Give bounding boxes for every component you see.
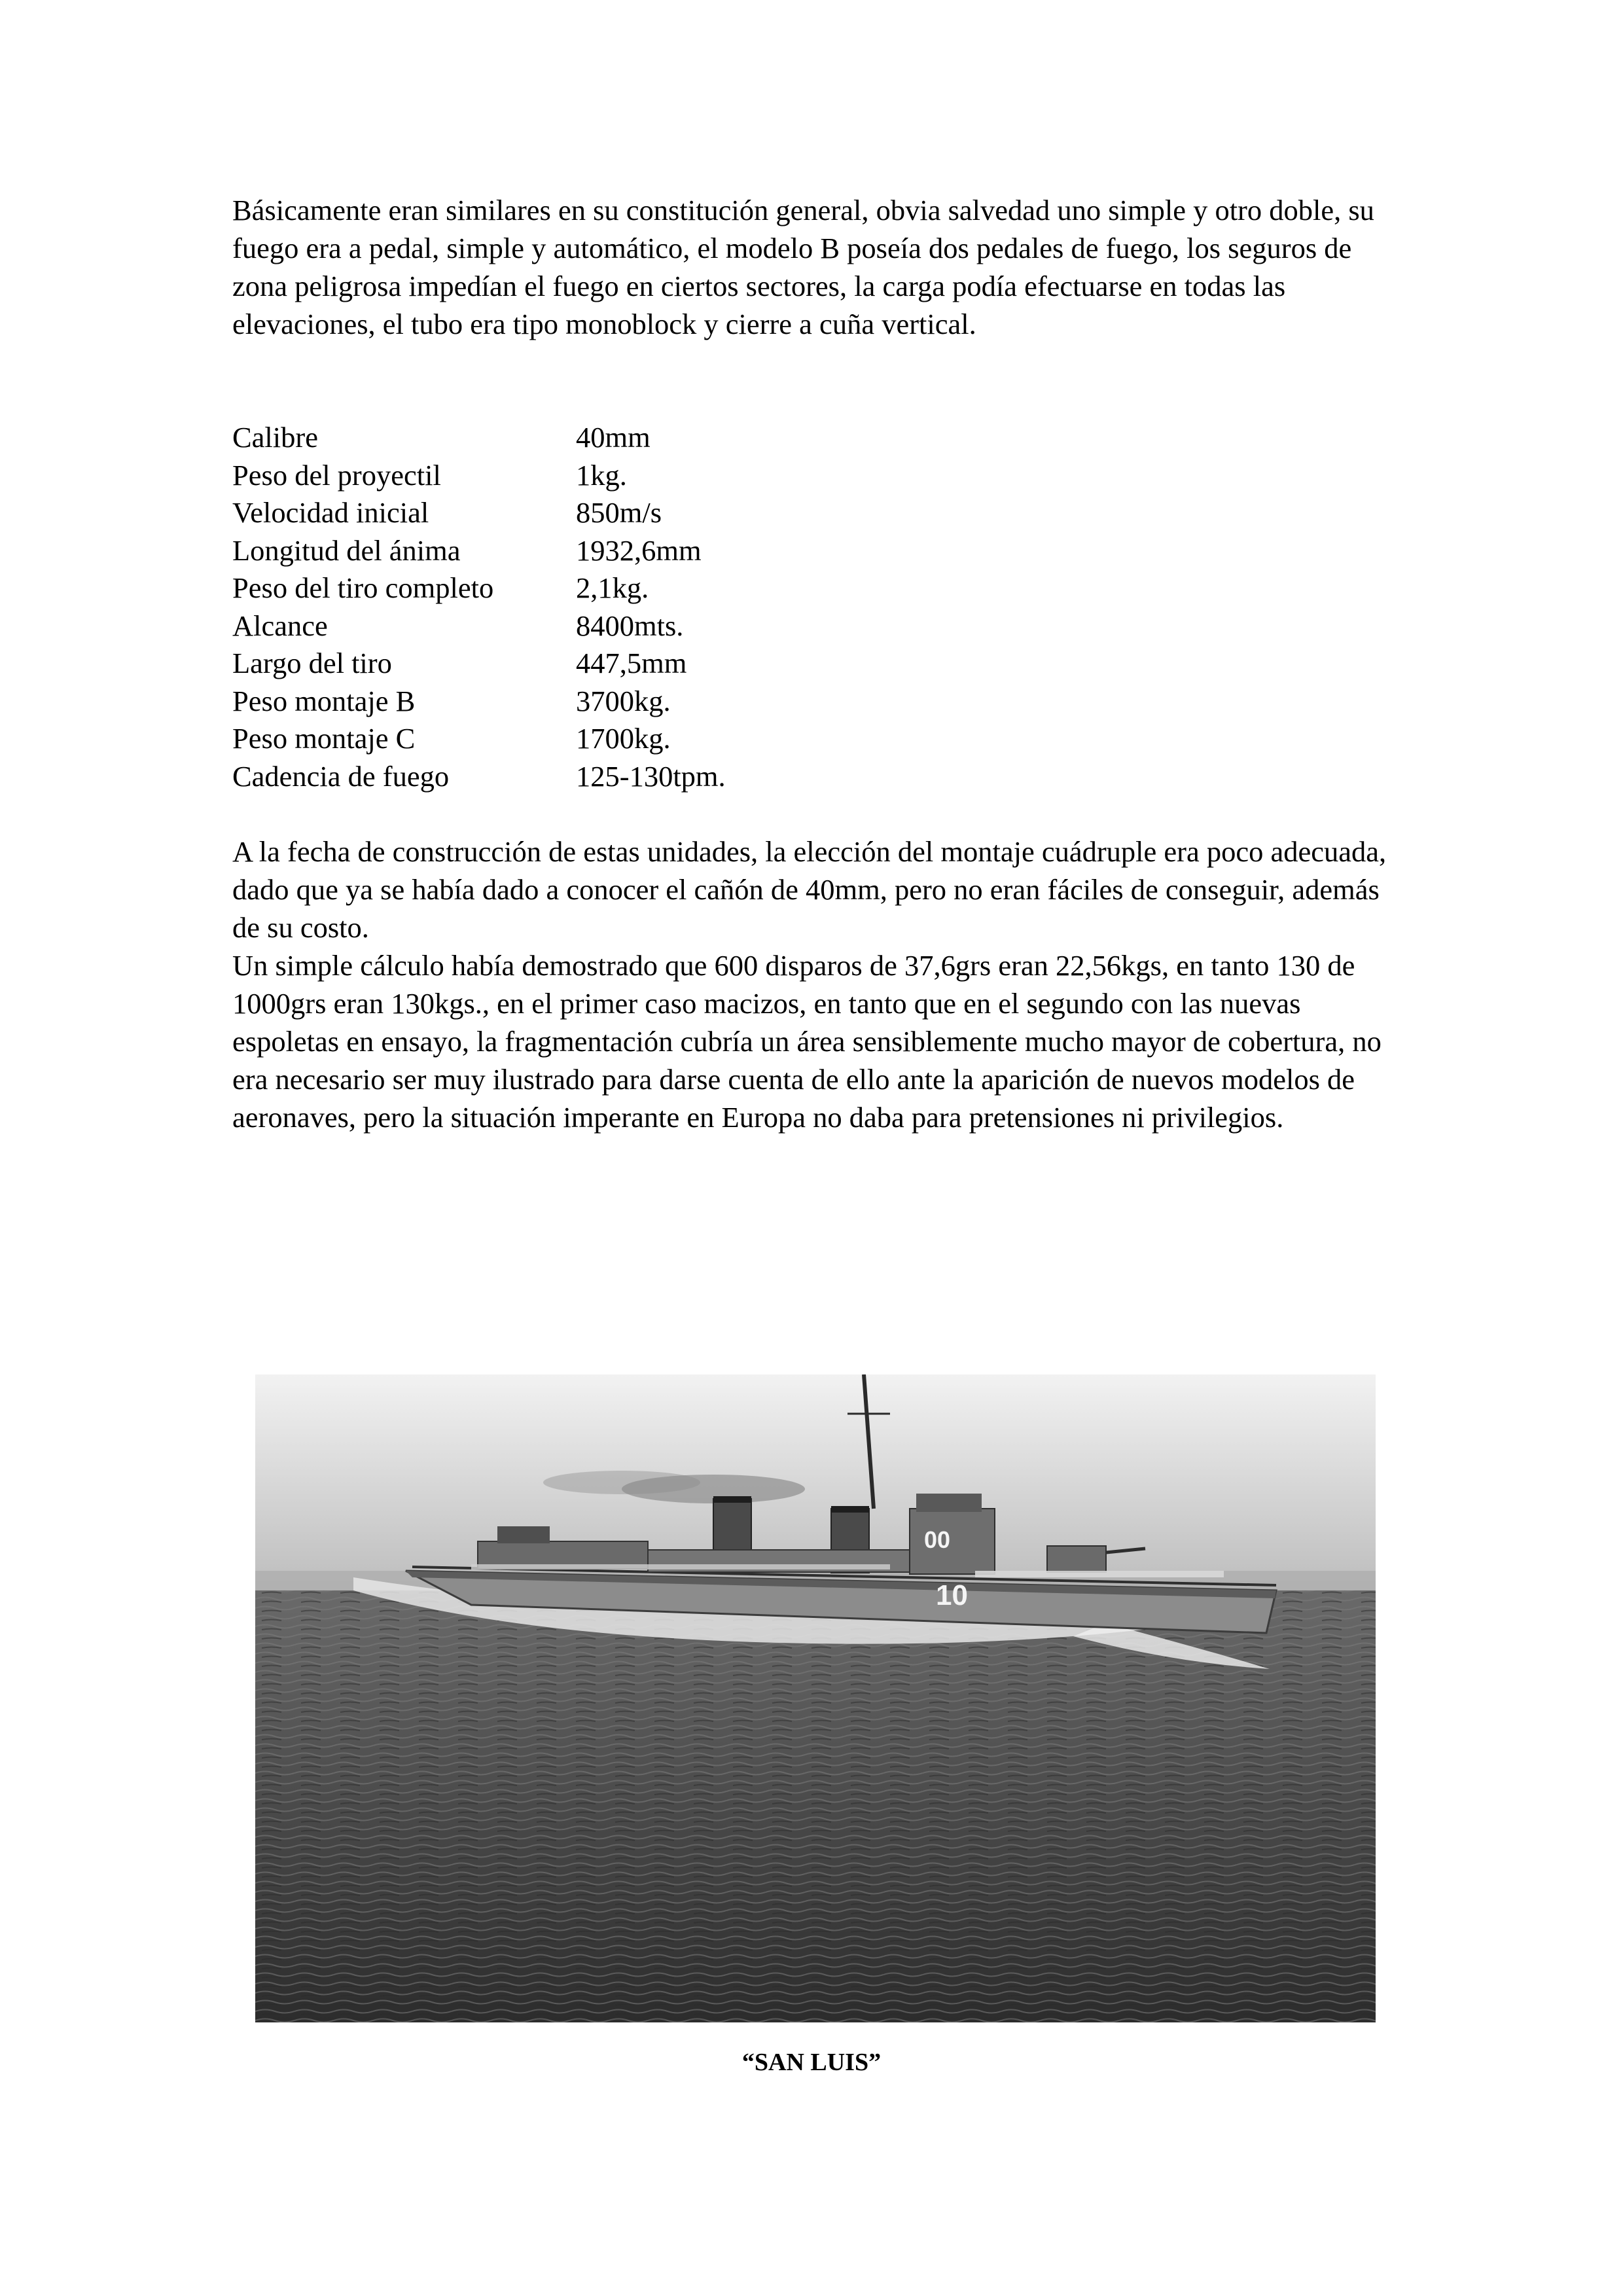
spec-label: Peso del proyectil xyxy=(232,458,441,492)
spec-label: Peso del tiro completo xyxy=(232,571,494,604)
spec-value: 3700kg. xyxy=(576,684,671,717)
hull-number: 10 xyxy=(936,1579,968,1611)
spec-row xyxy=(232,457,726,495)
spec-row xyxy=(232,532,726,570)
spec-label: Alcance xyxy=(232,609,328,642)
spec-value: 8400mts. xyxy=(576,609,684,642)
spec-row xyxy=(232,494,726,532)
spec-label: Cadencia de fuego xyxy=(232,759,450,793)
spec-value: 447,5mm xyxy=(576,647,687,679)
spec-value: 1kg. xyxy=(576,458,627,492)
spec-label: Calibre xyxy=(232,421,318,454)
calculation-paragraph: Un simple cálculo había demostrado que 600 disparos de 37,6grs eran 22,56kgs, en tanto 130 de 1000grs eran 130kgs., en el primer caso macizos, en tanto que en el segundo con las nuevas espoletas en ensayo, la fragmentación cubría un área sensiblemente mucho mayor de cobertura, no era necesario ser muy ilustrado para darse cuenta de ello ante la aparición de nuevos modelos de aeronaves, pero la situación imperante en Europa no daba para pretensiones ni privilegios. xyxy=(232,949,1382,1134)
spec-label: Largo del tiro xyxy=(232,647,392,679)
spec-value: 125-130tpm. xyxy=(576,759,726,793)
spec-value: 2,1kg. xyxy=(576,571,649,604)
funnel-marking: 00 xyxy=(924,1526,951,1553)
spec-label: Longitud del ánima xyxy=(232,533,461,567)
spec-value: 1700kg. xyxy=(576,722,671,755)
spec-row xyxy=(232,683,726,721)
spec-row xyxy=(232,419,726,457)
spec-label: Peso montaje C xyxy=(232,722,416,755)
destroyer-photo xyxy=(255,1374,1376,2022)
spec-label: Velocidad inicial xyxy=(232,496,429,529)
spec-row xyxy=(232,645,726,683)
spec-label: Peso montaje B xyxy=(232,684,416,717)
spec-row xyxy=(232,607,726,645)
specs-list xyxy=(232,419,726,795)
spec-row xyxy=(232,720,726,758)
construction-paragraph: A la fecha de construcción de estas unidades, la elección del montaje cuádruple era poco adecuada, dado que ya se había dado a conocer el cañón de 40mm, pero no eran fáciles de conseguir, además de su costo. xyxy=(232,835,1387,944)
spec-value: 850m/s xyxy=(576,496,662,529)
spec-value: 1932,6mm xyxy=(576,533,702,567)
intro-paragraph: Básicamente eran similares en su constitución general, obvia salvedad uno simple y otro doble, su fuego era a pedal, simple y automático, el modelo B poseía dos pedales de fuego, los seguros de zona peligrosa impedían el fuego en ciertos sectores, la carga podía efectuarse en todas las elevaciones, el tubo era tipo monoblock y cierre a cuña vertical. xyxy=(232,194,1374,340)
photo-caption: “SAN LUIS” xyxy=(741,2049,882,2076)
spec-value: 40mm xyxy=(576,421,651,454)
spec-row xyxy=(232,758,726,796)
spec-row xyxy=(232,569,726,607)
